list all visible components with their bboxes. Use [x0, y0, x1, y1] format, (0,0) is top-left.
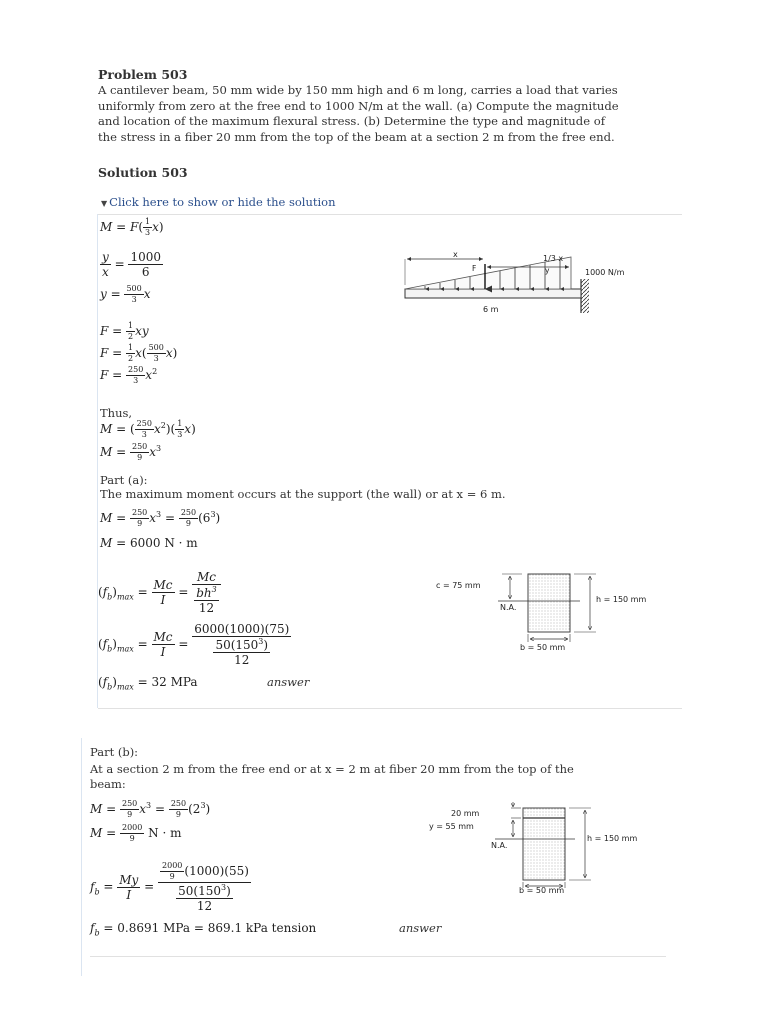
problem-title: Problem 503 [98, 67, 188, 82]
top-label: 20 mm [451, 809, 480, 818]
eq-flexure-sub: $(f_b)_{max}$ = $\frac{Mc}{I}$ = $\frac{6000(1000)(75)}{\frac{50(150^3)}{12}}$ [98, 622, 290, 667]
eq-M-result: M = $\frac{250}{9}$ $x^3$ [100, 442, 162, 462]
answer-label-b: answer [399, 921, 442, 935]
x-label: x [453, 250, 458, 259]
y-label-b: y = 55 mm [429, 822, 474, 831]
eq-flexure-result-a: $(f_b)_{max} = 32$ MPa [98, 675, 198, 692]
answer-label-a: answer [267, 675, 310, 689]
eq-flexure-result-b: $f_b = 0.8691$ MPa = 869.1 kPa tension [90, 921, 317, 938]
part-a-label: Part (a): [100, 473, 148, 487]
problem-line: the stress in a fiber 20 mm from the top of the beam at a section 2 m from the free end. [98, 129, 615, 144]
problem-line: uniformly from zero at the free end to 1000 N/m at the wall. (a) Compute the magnitude [98, 98, 619, 113]
cross-section-diagram-a [430, 568, 670, 658]
na-label: N.A. [500, 603, 517, 612]
solution-border-b [81, 738, 82, 976]
moment-a-value: 6000 N · m [129, 536, 198, 550]
eq-M-b-value: M = $\frac{2000}{9}$ N · m [90, 823, 182, 843]
wall-hatch [581, 279, 589, 313]
section-rect [528, 574, 570, 632]
toggle-solution-label: Click here to show or hide the solution [109, 195, 336, 209]
cantilever-beam-diagram [395, 245, 655, 320]
load-intensity-label: 1000 N/m [585, 268, 625, 277]
divider-mid [98, 708, 682, 709]
divider-bottom [90, 956, 666, 957]
problem-statement [98, 83, 682, 145]
caret-down-icon: ▼ [101, 199, 108, 208]
b-label: b = 50 mm [520, 643, 566, 652]
result-a-value: 32 MPa [151, 675, 198, 689]
beam-body [405, 289, 581, 298]
result-b-value: 0.8691 MPa = 869.1 kPa tension [117, 921, 317, 935]
problem-line: and location of the maximum flexural stress. (b) Determine the type and magnitude of [98, 114, 606, 128]
divider-top [98, 214, 682, 215]
solution-title: Solution 503 [98, 165, 188, 180]
third-x-label: 1/3 x [543, 254, 564, 263]
eq-F-sub: F = $\frac{1}{2}$ x( $\frac{500}{3}$ x) [100, 343, 178, 363]
h-label: h = 150 mm [596, 595, 647, 604]
eq-M-sub: M = ( $\frac{250}{3}$ $x^2$)( $\frac{1}{3}$ x) [100, 419, 196, 439]
b-label-b: b = 50 mm [519, 886, 565, 894]
problem-line: A cantilever beam, 50 mm wide by 150 mm high and 6 m long, carries a load that varies [98, 83, 618, 97]
part-b-label: Part (b): [90, 745, 139, 759]
c-label: c = 75 mm [436, 581, 481, 590]
eq-M-b: M = $\frac{250}{9}$ $x^3$ = $\frac{250}{9}$ $(2^3)$ [90, 799, 211, 819]
eq-M-value: M = 6000 N · m [100, 536, 198, 550]
eq-y: y = $\frac{500}{3}$ x [100, 284, 151, 304]
part-b-text-1: At a section 2 m from the free end or at x = 2 m at fiber 20 mm from the top of the [90, 762, 574, 776]
h-label-b: h = 150 mm [587, 834, 638, 843]
eq-moment-def: M = F( $\frac{1}{3}$ x) [100, 217, 164, 237]
section-rect-b [523, 808, 565, 880]
eq-flexure-b: $f_b$ = $\frac{My}{I}$ = $\frac{2000}{9}$ (1000)(55) $\frac{50(150^3)}{12}$ [90, 861, 249, 913]
thus-label: Thus, [100, 406, 133, 420]
eq-F-def: F = $\frac{1}{2}$ xy [100, 321, 149, 341]
length-label: 6 m [483, 305, 499, 314]
na-label-b: N.A. [491, 841, 508, 850]
F-label: F [472, 264, 477, 273]
eq-M-max: M = $\frac{250}{9}$ $x^3$ = $\frac{250}{9}$ $(6^3)$ [100, 508, 221, 528]
eq-flexure-general: $(f_b)_{max}$ = $\frac{Mc}{I}$ = $\frac{Mc}{\frac{bh^3}{12}}$ [98, 571, 221, 614]
moment-b-unit: N · m [148, 826, 182, 840]
eq-ratio: $\frac{y}{x}$ = $\frac{1000}{6}$ [102, 250, 162, 279]
cross-section-diagram-b [425, 802, 665, 894]
part-b-text-2: beam: [90, 777, 126, 791]
y-label: y [545, 266, 550, 275]
toggle-solution-link[interactable] [101, 195, 336, 209]
eq-F-result: F = $\frac{250}{3}$ $x^2$ [100, 365, 158, 385]
part-a-text: The maximum moment occurs at the support (the wall) or at x = 6 m. [100, 487, 506, 501]
